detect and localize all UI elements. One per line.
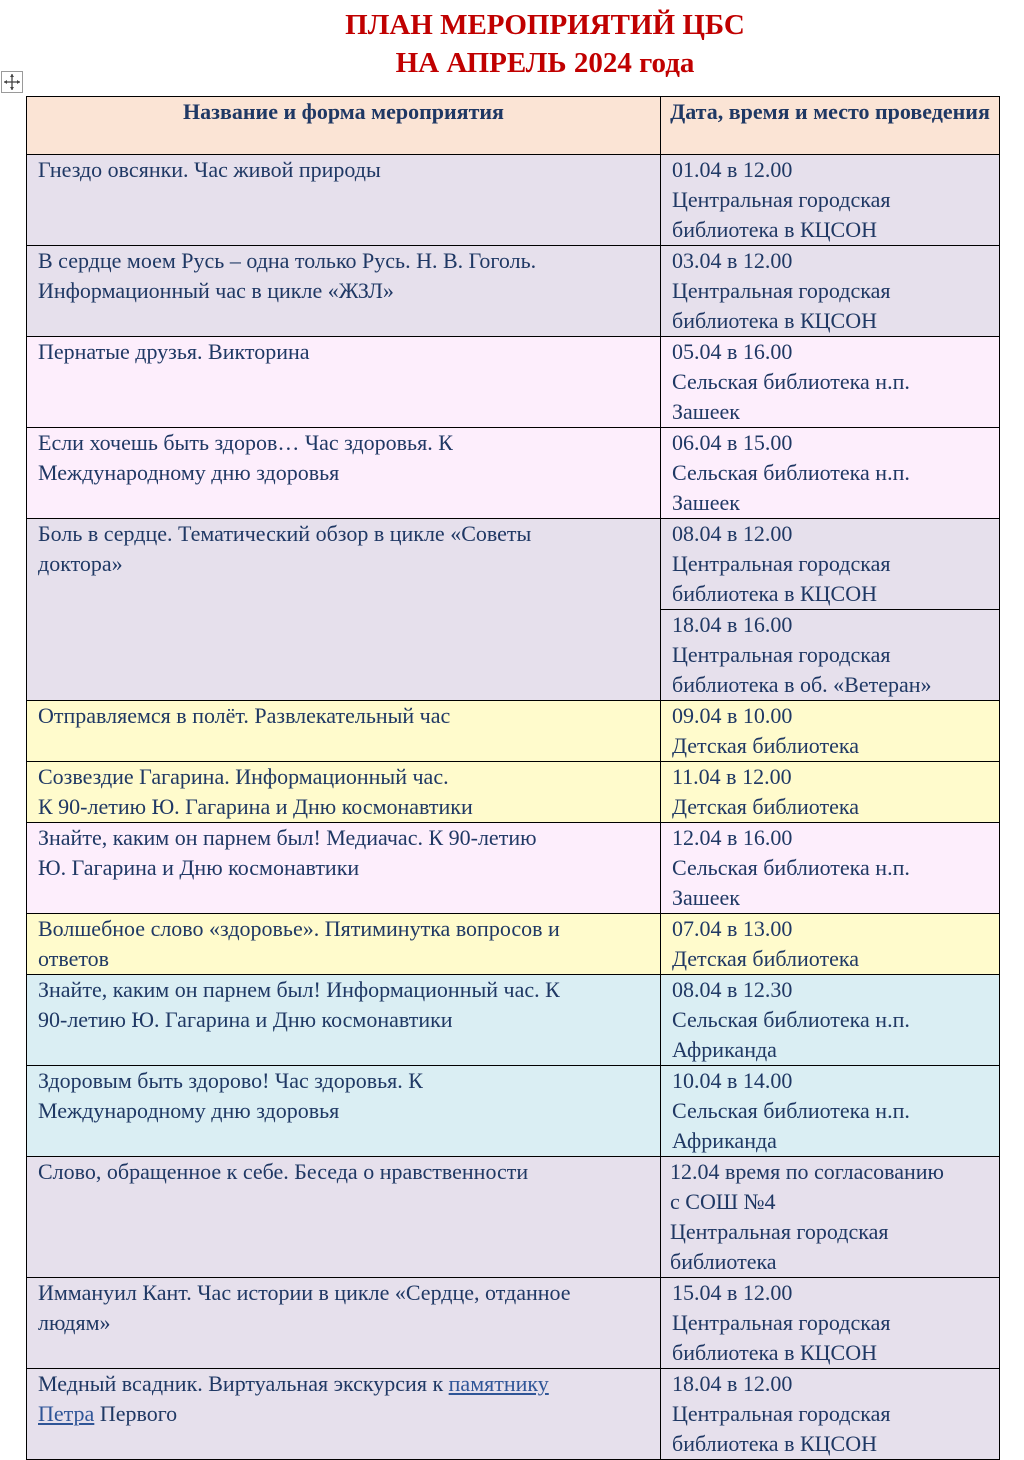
date-cell [661,1369,1000,1460]
event-line: людям» [38,1310,111,1335]
date-line: 10.04 в 14.00 [672,1068,793,1093]
date-line: Сельская библиотека н.п. [672,855,910,880]
monument-link[interactable]: Петра [38,1401,95,1426]
date-line: библиотека в КЦСОН [672,581,877,606]
table-row [27,975,1000,1066]
event-line: Международному дню здоровья [38,460,340,485]
date-line: 15.04 в 12.00 [672,1280,793,1305]
date-line: Детская библиотека [672,794,859,819]
date-line: Сельская библиотека н.п. [672,369,910,394]
date-line: Центральная городская [672,1401,891,1426]
event-cell [27,1369,661,1460]
date-line: библиотека [670,1249,777,1274]
monument-link[interactable]: памятнику [448,1371,549,1396]
table-row [27,701,1000,762]
date-line: библиотека в КЦСОН [672,1340,877,1365]
date-cell [661,519,1000,610]
date-line: Сельская библиотека н.п. [672,460,910,485]
date-line: с СОШ №4 [670,1189,776,1214]
title-line-2: НА АПРЕЛЬ 2024 года [395,47,695,79]
event-cell: Гнездо овсянки. Час живой природы [27,155,661,246]
table-row [27,1369,1000,1460]
date-cell [661,914,1000,975]
event-cell [27,975,661,1066]
date-line: Зашеек [672,885,740,910]
date-line: 06.04 в 15.00 [672,430,793,455]
table-header-row [27,97,1000,155]
table-row [27,155,1000,246]
table-row [27,762,1000,823]
date-cell [661,246,1000,337]
date-line: библиотека в КЦСОН [672,217,877,242]
event-cell [27,1278,661,1369]
date-line: Африканда [672,1128,777,1153]
table-row [27,1066,1000,1157]
header-event: Название и форма мероприятия [27,97,661,155]
table-row [27,428,1000,519]
table-row [27,337,1000,428]
event-line: Международному дню здоровья [38,1098,340,1123]
date-line: библиотека в КЦСОН [672,308,877,333]
date-line: Центральная городская [672,278,891,303]
date-line: 03.04 в 12.00 [672,248,793,273]
event-cell: Слово, обращенное к себе. Беседа о нравственности [27,1157,661,1278]
date-line: Зашеек [672,399,740,424]
date-line: 12.04 в 16.00 [672,825,793,850]
event-line: Боль в сердце. Тематический обзор в цикле «Советы [38,521,532,546]
event-line: Иммануил Кант. Час истории в цикле «Сердце, отданное [38,1280,571,1305]
event-cell [27,428,661,519]
date-cell [661,1066,1000,1157]
date-line: 08.04 в 12.00 [672,521,793,546]
date-cell [661,428,1000,519]
date-line: 12.04 время по согласованию [670,1159,944,1184]
date-cell [661,155,1000,246]
table-move-handle-icon[interactable] [1,71,23,93]
event-line: доктора» [38,551,123,576]
event-line: Волшебное слово «здоровье». Пятиминутка вопросов и [38,916,560,941]
event-line: Если хочешь быть здоров… Час здоровья. К [38,430,453,455]
event-cell [27,519,661,701]
event-line: ответов [38,946,110,971]
date-line: Центральная городская [672,642,891,667]
date-line: библиотека в КЦСОН [672,1431,877,1456]
table-row [27,246,1000,337]
date-cell [661,823,1000,914]
event-line: К 90-летию Ю. Гагарина и Дню космонавтики [38,794,473,819]
date-line: Центральная городская [672,187,891,212]
page-title [0,6,1024,82]
event-cell: Отправляемся в полёт. Развлекательный час [27,701,661,762]
date-line: Центральная городская [672,551,891,576]
date-cell [661,337,1000,428]
date-line: 18.04 в 16.00 [672,612,793,637]
event-line: Знайте, каким он парнем был! Информационный час. К [38,977,560,1002]
event-text: Медный всадник. Виртуальная экскурсия к [38,1371,449,1396]
date-line: Сельская библиотека н.п. [672,1007,910,1032]
events-table [26,96,1000,1460]
date-line: Детская библиотека [672,733,859,758]
table-row [27,1278,1000,1369]
date-line: 09.04 в 10.00 [672,703,793,728]
date-cell [661,610,1000,701]
date-line: 08.04 в 12.30 [672,977,793,1002]
date-line: Детская библиотека [672,946,859,971]
date-line: 11.04 в 12.00 [672,764,792,789]
event-cell [27,1066,661,1157]
event-cell: Пернатые друзья. Викторина [27,337,661,428]
table-row [27,1157,1000,1278]
date-line: 18.04 в 12.00 [672,1371,793,1396]
date-cell [661,975,1000,1066]
title-line-1: ПЛАН МЕРОПРИЯТИЙ ЦБС [345,9,745,41]
event-line: 90-летию Ю. Гагарина и Дню космонавтики [38,1007,453,1032]
event-line: Знайте, каким он парнем был! Медиачас. К 90-летию [38,825,537,850]
event-cell [27,762,661,823]
table-row [27,519,1000,610]
table-row [27,914,1000,975]
table-row [27,823,1000,914]
event-line: Ю. Гагарина и Дню космонавтики [38,855,360,880]
date-line: Центральная городская [670,1219,889,1244]
date-line: 01.04 в 12.00 [672,157,793,182]
event-cell [27,246,661,337]
date-line: Центральная городская [672,1310,891,1335]
header-date: Дата, время и место проведения [661,97,1000,155]
event-line: В сердце моем Русь – одна только Русь. Н. В. Гоголь. [38,248,537,273]
event-cell [27,914,661,975]
event-cell [27,823,661,914]
event-line: Информационный час в цикле «ЖЗЛ» [38,278,394,303]
date-cell [661,762,1000,823]
event-line: Здоровым быть здорово! Час здоровья. К [38,1068,423,1093]
date-line: 05.04 в 16.00 [672,339,793,364]
date-line: 07.04 в 13.00 [672,916,793,941]
date-cell [661,701,1000,762]
date-line: Африканда [672,1037,777,1062]
date-line: библиотека в об. «Ветеран» [672,672,932,697]
event-line: Созвездие Гагарина. Информационный час. [38,764,449,789]
date-cell [661,1278,1000,1369]
event-text: Первого [94,1401,178,1426]
date-cell [661,1157,1000,1278]
date-line: Сельская библиотека н.п. [672,1098,910,1123]
date-line: Зашеек [672,490,740,515]
